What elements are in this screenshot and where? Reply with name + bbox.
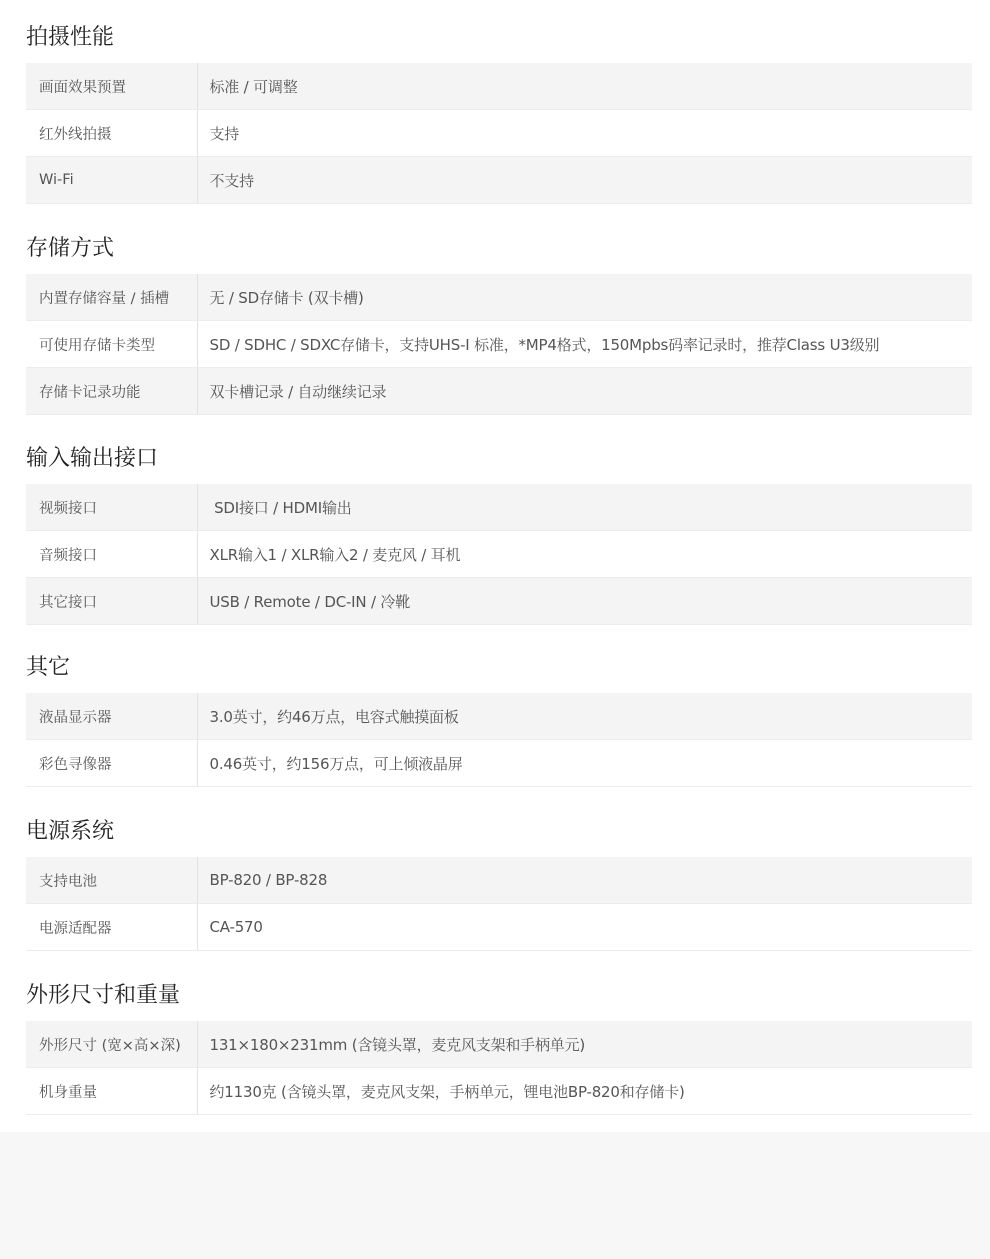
row-label: 视频接口 [26,484,197,531]
row-label: 红外线拍摄 [26,110,197,157]
spec-table [26,63,972,204]
row-label: 液晶显示器 [26,693,197,740]
table-row [26,63,972,110]
row-value: XLR输入1 / XLR输入2 / 麦克风 / 耳机 [197,531,972,578]
table-row [26,1021,972,1068]
row-label: 彩色寻像器 [26,740,197,787]
row-value: 支持 [197,110,972,157]
row-label: 机身重量 [26,1068,197,1115]
section-title: 外形尺寸和重量 [26,983,181,1008]
spec-table [26,484,972,625]
section-title: 电源系统 [26,819,115,844]
row-value: 双卡槽记录 / 自动继续记录 [197,368,972,415]
row-value: 0.46英寸，约156万点，可上倾液晶屏 [197,740,972,787]
row-label: 画面效果预置 [26,63,197,110]
row-label: 电源适配器 [26,904,197,951]
spec-table [26,857,972,951]
spec-table [26,274,972,415]
table-row [26,740,972,787]
section-title: 其它 [26,655,71,680]
row-value: 标准 / 可调整 [197,63,972,110]
row-value: 131×180×231mm (含镜头罩，麦克风支架和手柄单元) [197,1021,972,1068]
row-label: 外形尺寸 (宽×高×深) [26,1021,197,1068]
row-label: 存储卡记录功能 [26,368,197,415]
table-row [26,368,972,415]
table-row [26,857,972,904]
row-value: 3.0英寸，约46万点，电容式触摸面板 [197,693,972,740]
row-label: 音频接口 [26,531,197,578]
section-title: 存储方式 [26,236,115,261]
row-label: 支持电池 [26,857,197,904]
spec-table [26,693,972,787]
row-value: USB / Remote / DC-IN / 冷靴 [197,578,972,625]
row-value: SDI接口 / HDMI输出 [197,484,972,531]
table-row [26,1068,972,1115]
row-value: 不支持 [197,157,972,204]
table-row [26,321,972,368]
row-value: SD / SDHC / SDXC存储卡，支持UHS-I 标准，*MP4格式，150Mpbs码率记录时，推荐Class U3级别 [197,321,972,368]
row-label: 内置存储容量 / 插槽 [26,274,197,321]
table-row [26,531,972,578]
table-row [26,274,972,321]
section-title: 拍摄性能 [26,25,115,50]
row-value: 无 / SD存储卡 (双卡槽) [197,274,972,321]
table-row [26,693,972,740]
table-row [26,578,972,625]
row-label: 可使用存储卡类型 [26,321,197,368]
table-row [26,157,972,204]
table-row [26,484,972,531]
row-label: Wi-Fi [26,157,197,204]
row-value: CA-570 [197,904,972,951]
section-title: 输入输出接口 [26,446,159,471]
row-value: 约1130克 (含镜头罩，麦克风支架，手柄单元，锂电池BP-820和存储卡) [197,1068,972,1115]
row-label: 其它接口 [26,578,197,625]
table-row [26,110,972,157]
spec-table [26,1021,972,1115]
table-row [26,904,972,951]
row-value: BP-820 / BP-828 [197,857,972,904]
